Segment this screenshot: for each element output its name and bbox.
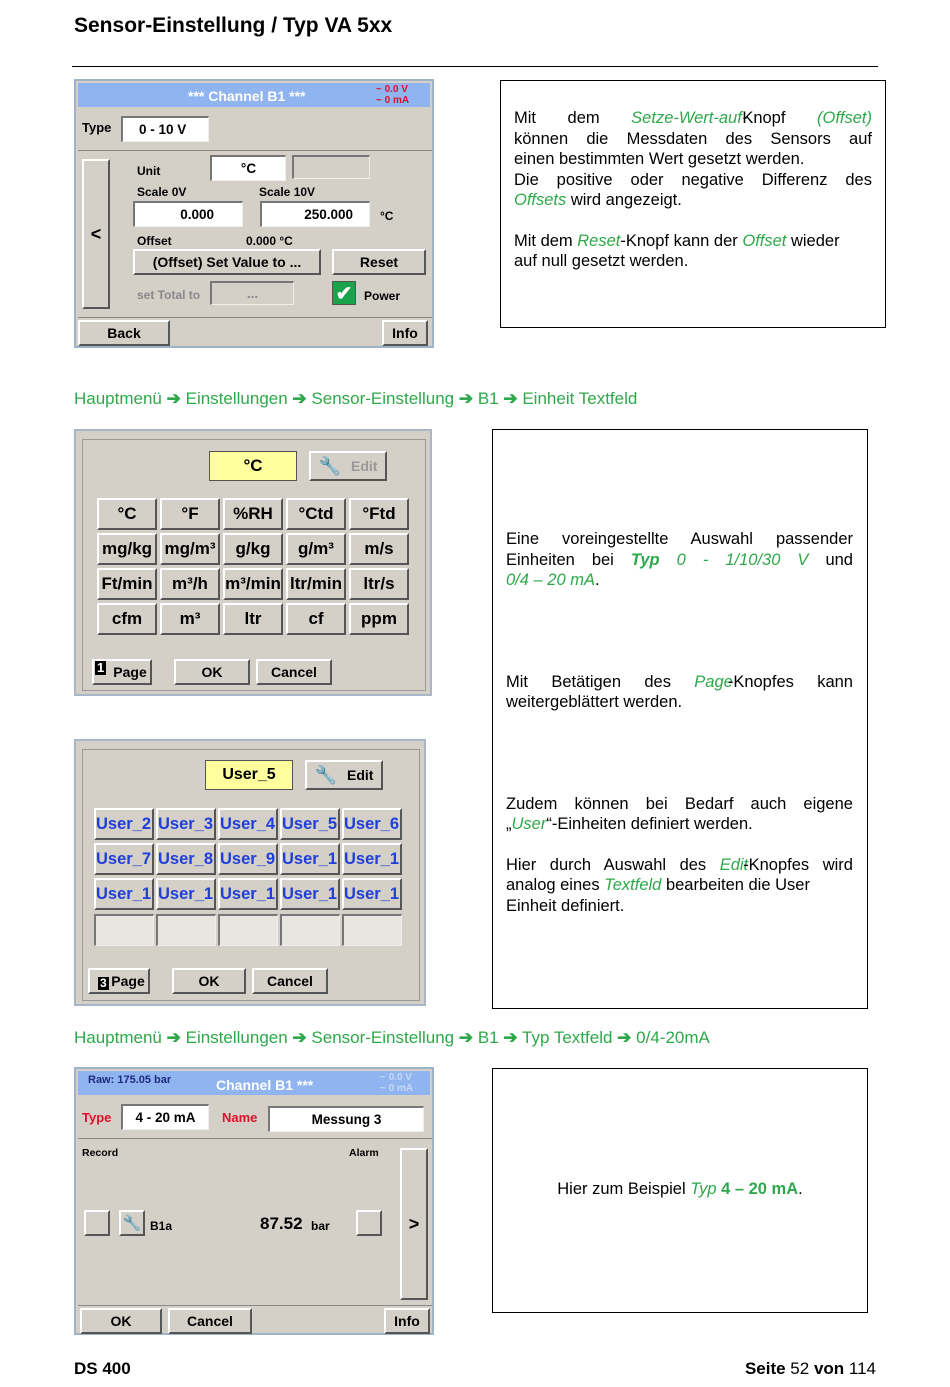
page-button[interactable] [88, 968, 150, 994]
breadcrumb [74, 1028, 710, 1048]
range-term: 4 – 20 mA [716, 1180, 799, 1198]
panel-divider [78, 150, 432, 151]
unit-button[interactable]: ltr/min [286, 568, 346, 600]
unit-extra-field[interactable] [292, 155, 370, 179]
desc-word: bei [645, 794, 668, 813]
breadcrumb-item: 0/4-20mA [636, 1028, 710, 1047]
ok-button[interactable]: OK [172, 968, 246, 994]
unit-button[interactable]: m³ [160, 603, 220, 635]
desc-line [506, 814, 853, 835]
desc-word: durch [549, 855, 592, 874]
cancel-button[interactable]: Cancel [256, 659, 332, 685]
offset-description-box [500, 80, 886, 328]
footer-text: Seite [744, 1359, 786, 1378]
desc-line [506, 794, 853, 815]
desc-word: des [644, 672, 671, 691]
arrow-icon: ➔ [166, 1028, 181, 1047]
info-button[interactable]: Info [382, 320, 428, 346]
unit-button[interactable]: cfm [97, 603, 157, 635]
unit-button[interactable]: ltr [223, 603, 283, 635]
name-label: Name [222, 1110, 258, 1125]
footer-left: DS 400 [74, 1359, 131, 1378]
desc-text: „ [506, 815, 512, 833]
page-label: Page [113, 664, 147, 680]
indicator-voltage: ~ 0.0 V [380, 1072, 412, 1083]
scale-10v-label: Scale 10V [259, 185, 316, 199]
desc-word: Einheiten [506, 550, 575, 569]
desc-text: -Knopf kann der [620, 231, 743, 250]
desc-text: wird angezeigt. [566, 191, 682, 209]
arrow-icon: ➔ [503, 1028, 518, 1047]
unit-button[interactable]: °F [160, 498, 220, 530]
breadcrumb-item: Hauptmenü [74, 389, 162, 408]
desc-word: Mit [506, 672, 528, 691]
desc-line [506, 570, 853, 591]
desc-word: Hier [506, 855, 537, 874]
desc-line [514, 231, 872, 252]
cancel-button[interactable]: Cancel [168, 1308, 252, 1334]
measurement-value: 87.52 [260, 1214, 303, 1233]
edit-button[interactable] [305, 760, 383, 790]
type-label: Type [82, 1110, 112, 1125]
unit-description-box [492, 429, 868, 1009]
range-term: V [797, 550, 809, 569]
set-offset-value-button[interactable]: (Offset) Set Value to ... [133, 249, 321, 275]
user-unit-button[interactable]: User_1 [280, 878, 340, 910]
setze-wert-term: Setze-Wert-auf- [631, 109, 748, 127]
typ-term: Typ [690, 1180, 717, 1198]
scale-0v-label: Scale 0V [137, 185, 187, 199]
wrench-icon: 🔧 [314, 764, 337, 785]
type-example-box [492, 1068, 868, 1313]
desc-line [506, 672, 853, 693]
unit-button[interactable]: Ft/min [97, 568, 157, 600]
breadcrumb-item: Sensor-Einstellung [311, 1028, 455, 1047]
desc-line [506, 529, 853, 550]
scale-0v-field[interactable]: 0.000 [133, 201, 243, 227]
unit-button[interactable]: ppm [349, 603, 409, 635]
user-unit-button[interactable]: User_4 [218, 808, 278, 840]
user-unit-button[interactable]: User_1 [342, 878, 402, 910]
breadcrumb [74, 389, 637, 409]
range-term: 0/4 – 20 mA [506, 571, 595, 589]
empty-slot [342, 914, 402, 946]
screen-title: Channel B1 *** [216, 1077, 314, 1093]
range-term: 0 [676, 550, 686, 569]
desc-word: Mit [514, 109, 536, 127]
user-unit-button[interactable]: User_7 [94, 843, 154, 875]
desc-text: “-Einheiten definiert werden. [546, 815, 753, 833]
channel-overview-screen [74, 1067, 434, 1335]
desc-word: voreingestellte [562, 530, 669, 548]
raw-value: Raw: 175.05 bar [88, 1074, 172, 1086]
user-unit-button[interactable]: User_1 [156, 878, 216, 910]
desc-word: -Knopfes [743, 855, 810, 874]
unit-button[interactable]: m/s [349, 533, 409, 565]
desc-word: können [574, 794, 629, 813]
desc-word: auch [750, 794, 787, 813]
channel-settings-button[interactable] [119, 1210, 145, 1236]
desc-line [514, 108, 872, 129]
desc-line [514, 190, 872, 211]
unit-button[interactable]: ltr/s [349, 568, 409, 600]
breadcrumb-item: Einheit Textfeld [522, 389, 638, 408]
textfeld-term: Textfeld [604, 876, 662, 894]
page-term: Page [694, 672, 733, 691]
edit-button[interactable] [309, 451, 387, 481]
type-label: Type [82, 120, 112, 135]
unit-selection-screen [74, 429, 432, 696]
page-label: Page [111, 973, 145, 989]
page-number-badge: 3 [100, 976, 107, 990]
arrow-icon: ➔ [292, 389, 307, 408]
footer-text: 114 [844, 1359, 876, 1378]
breadcrumb-item: B1 [477, 1028, 499, 1047]
breadcrumb-item: Typ Textfeld [522, 1028, 613, 1047]
typ-term: Typ [630, 550, 660, 569]
record-label: Record [82, 1147, 119, 1159]
user-unit-button[interactable]: User_1 [218, 878, 278, 910]
user-unit-selection-screen [74, 739, 426, 1006]
desc-word: Bedarf [684, 794, 734, 813]
user-unit-button[interactable]: User_2 [94, 808, 154, 840]
user-unit-button[interactable]: User_1 [342, 843, 402, 875]
desc-text: bearbeiten die User [661, 876, 810, 894]
desc-line: können die Messdaten des Sensors auf [514, 129, 872, 148]
unit-field[interactable]: °C [210, 155, 286, 181]
checkmark-icon: ✔ [335, 282, 353, 305]
measurement-unit: bar [311, 1219, 330, 1233]
desc-text: wieder [786, 231, 840, 250]
set-total-field[interactable]: ... [210, 281, 294, 305]
offset-label: Offset [137, 234, 172, 248]
desc-word: Knopf [742, 109, 786, 127]
unit-button[interactable]: g/m³ [286, 533, 346, 565]
name-field[interactable]: Messung 3 [268, 1106, 424, 1132]
arrow-icon: ➔ [458, 389, 474, 408]
user-unit-button[interactable]: User_6 [342, 808, 402, 840]
desc-text: Hier zum Beispiel [557, 1180, 691, 1198]
reset-term: Reset [577, 231, 621, 250]
arrow-icon: ➔ [617, 1028, 632, 1047]
page-number-badge: 1 [97, 660, 105, 675]
arrow-icon: ➔ [458, 1028, 474, 1047]
unit-button[interactable]: m³/min [223, 568, 283, 600]
user-unit-button[interactable]: User_9 [218, 843, 278, 875]
scale-unit-label: °C [380, 209, 394, 223]
range-term: - [702, 550, 709, 569]
desc-line [493, 1179, 867, 1200]
alarm-checkbox[interactable] [356, 1210, 382, 1236]
desc-line [506, 550, 853, 571]
page-title: Sensor-Einstellung / Typ VA 5xx [74, 14, 393, 37]
breadcrumb-item: B1 [477, 389, 499, 408]
header-rule [72, 66, 878, 67]
channel-label: B1a [150, 1219, 173, 1233]
wrench-icon: 🔧 [318, 455, 341, 476]
wrench-icon: 🔧 [122, 1215, 142, 1232]
info-button[interactable]: Info [384, 1308, 430, 1334]
desc-word: Zudem [506, 794, 558, 813]
desc-word: bei [591, 550, 614, 569]
breadcrumb-item: Einstellungen [185, 1028, 288, 1047]
desc-line [506, 855, 853, 876]
arrow-icon: ➔ [166, 389, 181, 408]
edit-term: Edit [719, 855, 749, 874]
footer-text: 52 [785, 1359, 814, 1378]
desc-line: Einheit definiert. [506, 896, 625, 915]
channel-settings-screen [74, 79, 434, 348]
next-arrow-button[interactable]: > [400, 1148, 428, 1300]
desc-word: und [825, 550, 853, 569]
edit-label: Edit [346, 767, 374, 783]
desc-text: Mit dem [514, 231, 578, 250]
unit-button[interactable]: %RH [223, 498, 283, 530]
offset-term: (Offset) [816, 109, 872, 127]
edit-label: Edit [350, 458, 378, 474]
user-unit-button[interactable]: User_3 [156, 808, 216, 840]
ok-button[interactable]: OK [80, 1308, 162, 1334]
alarm-label: Alarm [349, 1147, 379, 1159]
desc-word: des [679, 855, 707, 874]
record-checkbox[interactable] [84, 1210, 110, 1236]
desc-word: passender [775, 530, 853, 548]
page-button[interactable] [92, 659, 152, 685]
empty-slot [94, 914, 154, 946]
user-unit-button[interactable]: User_1 [280, 843, 340, 875]
arrow-icon: ➔ [503, 389, 518, 408]
back-button[interactable]: Back [78, 320, 170, 346]
user-unit-button[interactable]: User_1 [94, 878, 154, 910]
offset-term: Offset [742, 231, 787, 250]
desc-word: kann [817, 672, 853, 691]
unit-button[interactable]: mg/m³ [160, 533, 220, 565]
desc-line: auf null gesetzt werden. [514, 252, 689, 270]
footer-divider [78, 1305, 432, 1306]
unit-button[interactable]: m³/h [160, 568, 220, 600]
breadcrumb-item: Sensor-Einstellung [311, 389, 455, 408]
desc-word: -Knopfes [727, 672, 794, 691]
footer-divider [78, 317, 432, 318]
type-field[interactable]: 0 - 10 V [121, 116, 209, 142]
desc-text: . [594, 571, 600, 589]
power-checkbox[interactable] [332, 281, 356, 305]
desc-text: analog eines [506, 876, 605, 894]
offset-value: 0.000 °C [246, 234, 293, 248]
unit-button[interactable]: g/kg [223, 533, 283, 565]
desc-line: Die positive oder negative Differenz des [514, 170, 872, 189]
screen-title: *** Channel B1 *** [188, 88, 306, 104]
empty-slot [156, 914, 216, 946]
breadcrumb-item: Hauptmenü [74, 1028, 162, 1047]
desc-line: einen bestimmten Wert gesetzt werden. [514, 150, 805, 168]
desc-word: Betätigen [551, 672, 622, 691]
offsets-term: Offsets [514, 191, 567, 209]
desc-word: dem [567, 109, 600, 127]
unit-button[interactable]: mg/kg [97, 533, 157, 565]
type-field[interactable]: 4 - 20 mA [121, 1104, 209, 1130]
ok-button[interactable]: OK [174, 659, 250, 685]
cancel-button[interactable]: Cancel [252, 968, 328, 994]
panel-divider [78, 1138, 432, 1139]
desc-word: Eine [506, 530, 540, 548]
unit-button[interactable]: °Ftd [349, 498, 409, 530]
unit-button[interactable]: cf [286, 603, 346, 635]
title-bar [78, 1071, 430, 1095]
indicator-current: ~ 0 mA [376, 95, 410, 106]
unit-button[interactable]: °C [97, 498, 157, 530]
selected-unit-display: °C [209, 451, 297, 481]
scale-10v-field[interactable]: 250.000 [260, 201, 370, 227]
power-label: Power [364, 289, 401, 303]
desc-word: Auswahl [690, 530, 753, 548]
unit-label: Unit [137, 164, 161, 178]
desc-line: weitergeblättert werden. [506, 693, 683, 711]
desc-line [506, 875, 853, 896]
unit-button[interactable]: °Ctd [286, 498, 346, 530]
desc-text: . [798, 1180, 803, 1198]
desc-word: wird [822, 855, 853, 874]
desc-word: eigene [803, 794, 853, 813]
set-total-label: set Total to [137, 288, 201, 302]
back-arrow-button[interactable]: < [82, 159, 110, 309]
empty-slot [218, 914, 278, 946]
page-number [745, 1359, 876, 1379]
reset-button[interactable]: Reset [332, 249, 426, 275]
title-bar [78, 83, 430, 107]
range-term: 1/10/30 [725, 550, 781, 569]
breadcrumb-item: Einstellungen [185, 389, 288, 408]
user-term: User [511, 815, 547, 833]
indicator-current: ~ 0 mA [380, 1083, 414, 1094]
desc-word: Auswahl [603, 855, 667, 874]
indicator-voltage: ~ 0.0 V [376, 84, 408, 95]
arrow-icon: ➔ [292, 1028, 307, 1047]
user-unit-button[interactable]: User_5 [280, 808, 340, 840]
user-unit-button[interactable]: User_8 [156, 843, 216, 875]
selected-unit-display: User_5 [205, 760, 293, 790]
footer-text: von [813, 1359, 845, 1378]
empty-slot [280, 914, 340, 946]
